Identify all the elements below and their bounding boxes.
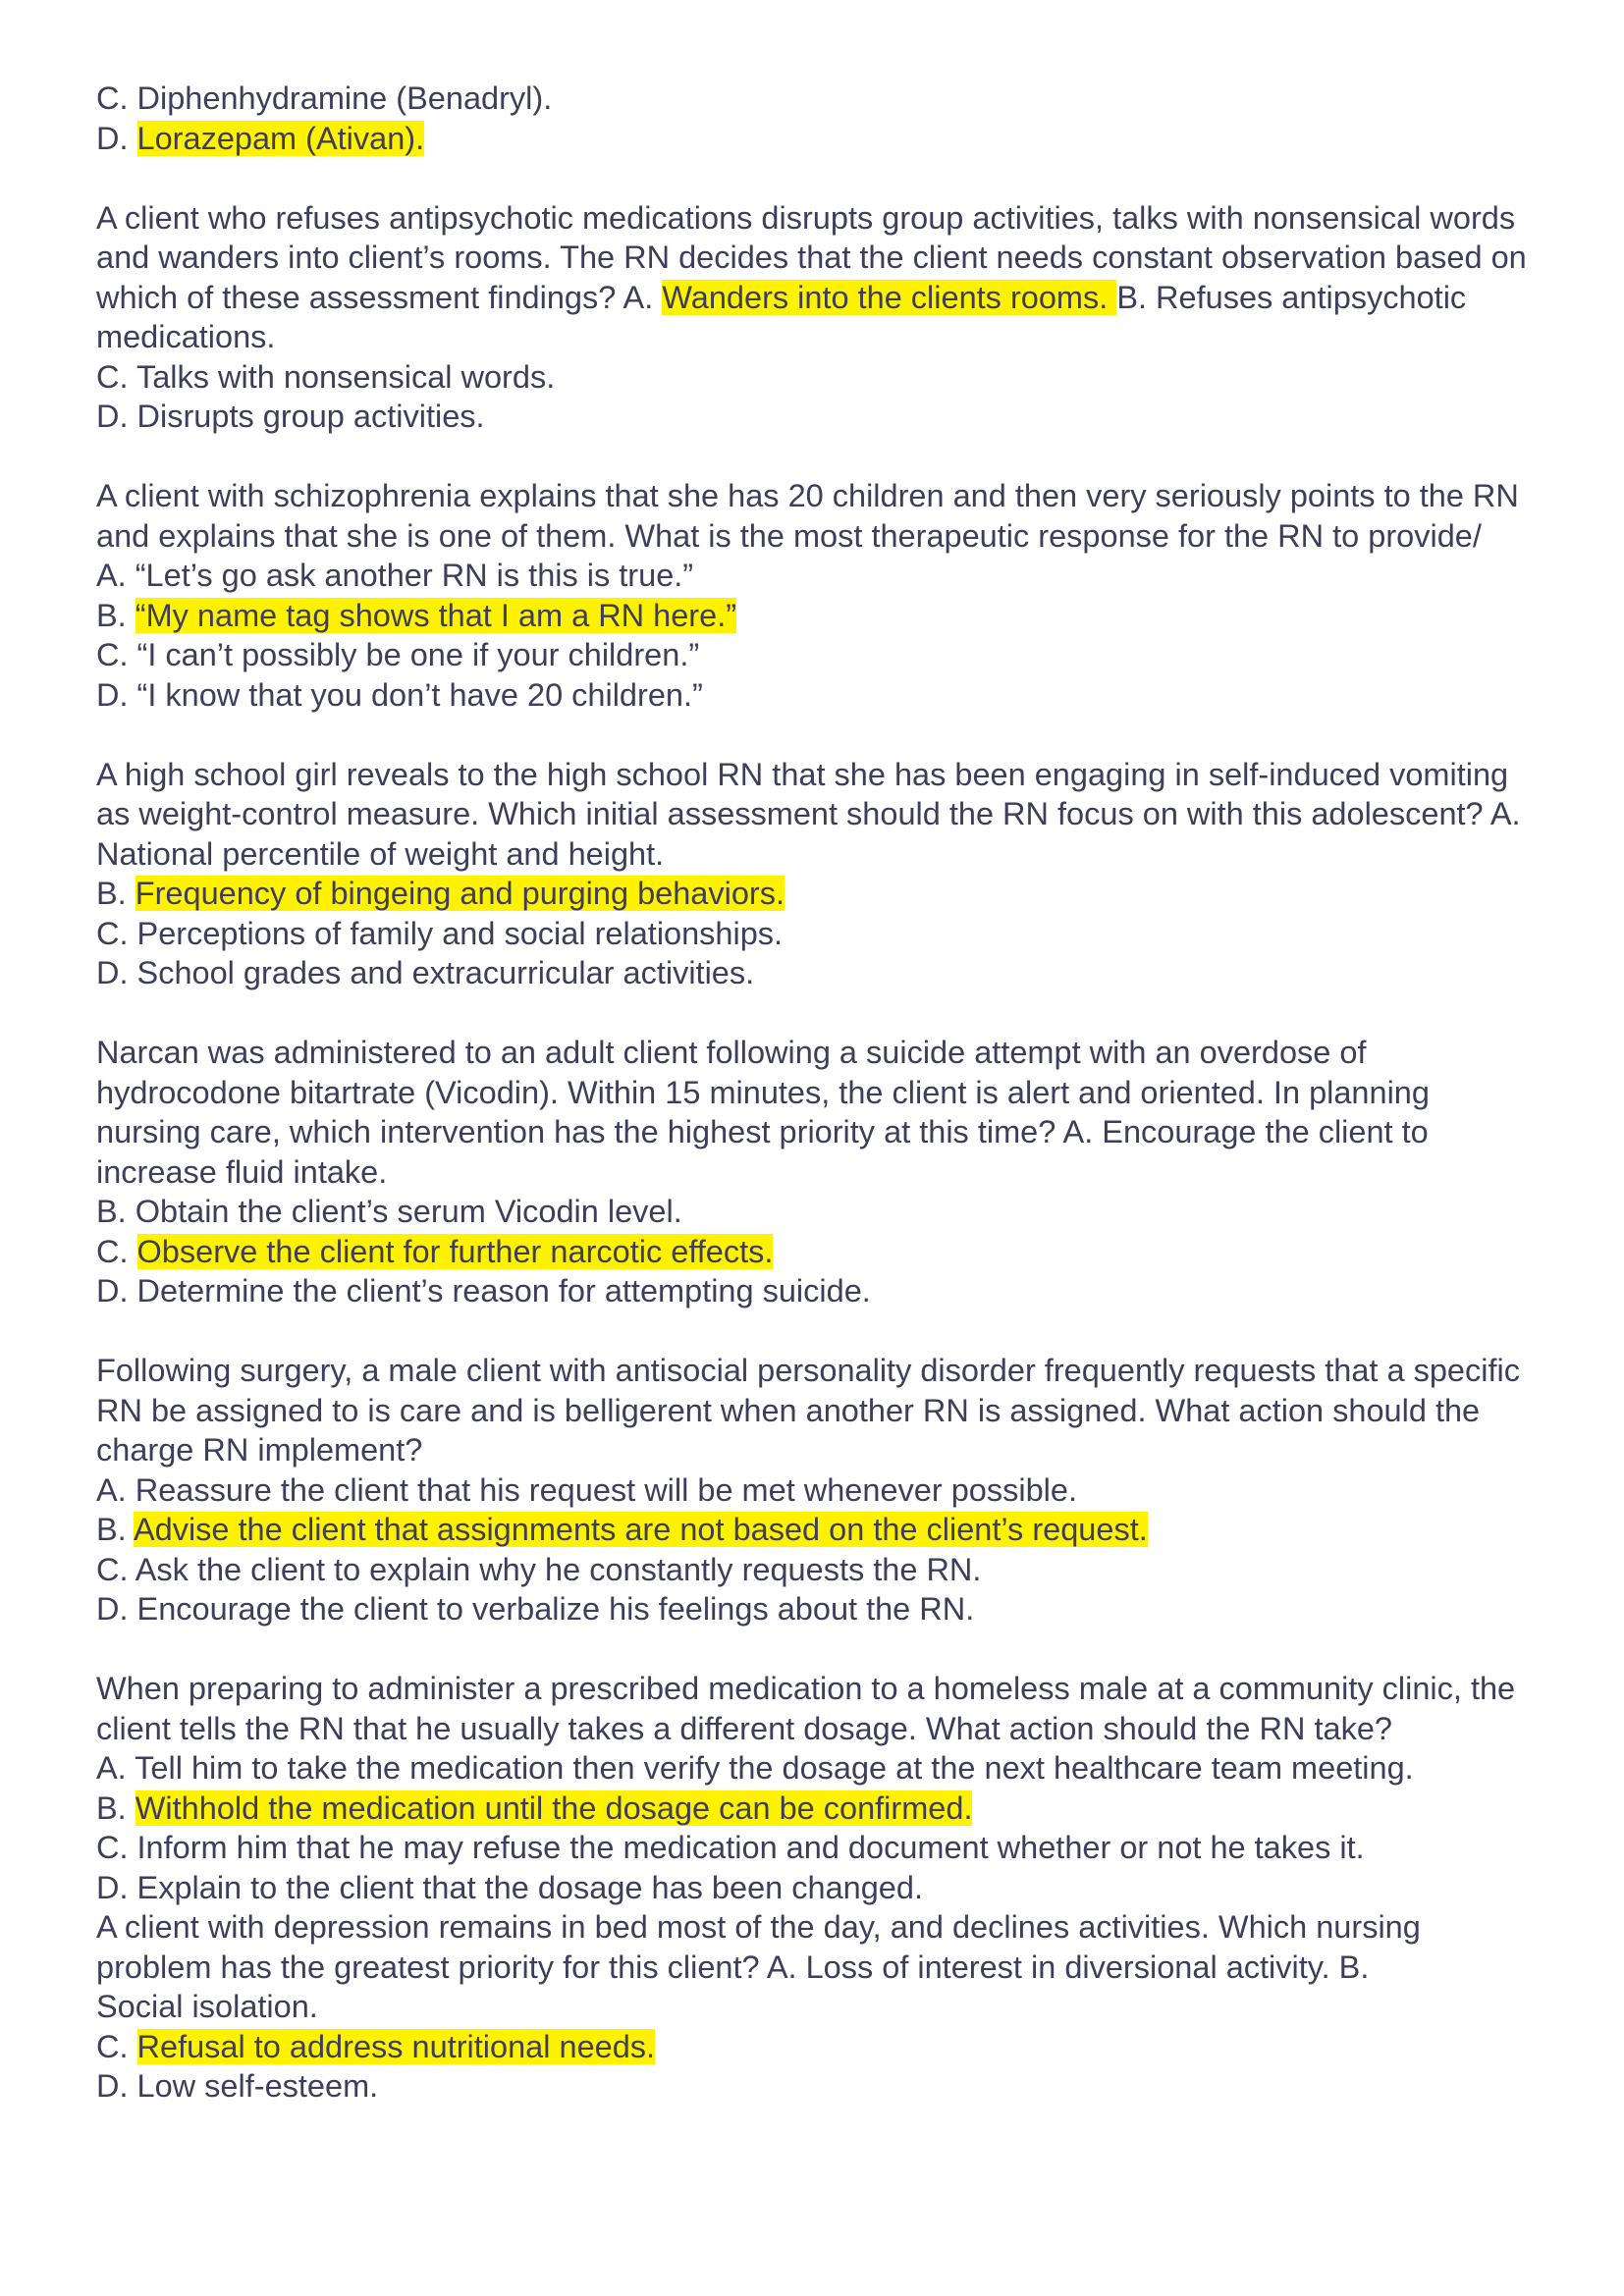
highlighted-answer: Lorazepam (Ativan). bbox=[136, 120, 425, 156]
question-text-line: client tells the RN that he usually takes a different dosage. What action should the RN take? bbox=[96, 1710, 1393, 1746]
question-text-segment: which of these assessment findings? A. bbox=[96, 279, 663, 315]
option-d bbox=[96, 119, 1589, 159]
question-text-line: and explains that she is one of them. What is the most therapeutic response for the RN to provide/ bbox=[96, 517, 1482, 554]
option-c: C. Ask the client to explain why he constantly requests the RN. bbox=[96, 1551, 982, 1587]
option-prefix: C. bbox=[96, 1233, 137, 1269]
option-a: A. Reassure the client that his request will be met whenever possible. bbox=[96, 1471, 1077, 1508]
highlighted-answer: Advise the client that assignments are not based on the client’s request. bbox=[133, 1512, 1148, 1547]
highlighted-answer: Frequency of bingeing and purging behaviors. bbox=[135, 876, 785, 911]
highlighted-answer: Observe the client for further narcotic effects. bbox=[136, 1233, 774, 1269]
option-c: C. Perceptions of family and social relationships. bbox=[96, 915, 784, 951]
option-d: D. Determine the client’s reason for attempting suicide. bbox=[96, 1273, 871, 1308]
question-text-line: nursing care, which intervention has the highest priority at this time? A. Encourage the client to bbox=[96, 1114, 1429, 1149]
option-b bbox=[96, 596, 1589, 636]
option-b bbox=[96, 1789, 1589, 1829]
question-text-line: A client with depression remains in bed most of the day, and declines activities. Which nursing bbox=[96, 1909, 1421, 1945]
question-5 bbox=[96, 1351, 1589, 1629]
option-prefix: B. bbox=[96, 597, 135, 633]
question-text-line: charge RN implement? bbox=[96, 1432, 423, 1468]
option-b: B. Obtain the client’s serum Vicodin level. bbox=[96, 1194, 682, 1229]
highlighted-answer: “My name tag shows that I am a RN here.” bbox=[135, 597, 737, 633]
question-1 bbox=[96, 198, 1589, 437]
question-text-line: RN be assigned to is care and is belligerent when another RN is assigned. What action should the bbox=[96, 1392, 1481, 1428]
option-d: D. Disrupts group activities. bbox=[96, 399, 485, 434]
question-text-line: A high school girl reveals to the high school RN that she has been engaging in self-induced vomiting bbox=[96, 756, 1509, 792]
question-text-line: A client with schizophrenia explains that she has 20 children and then very seriously points to the RN bbox=[96, 478, 1519, 513]
question-text-line: problem has the greatest priority for this client? A. Loss of interest in diversional activity. B. bbox=[96, 1949, 1370, 1985]
option-b bbox=[96, 874, 1589, 914]
option-a: A. “Let’s go ask another RN is this is true.” bbox=[96, 558, 694, 593]
document-page bbox=[96, 79, 1589, 2107]
option-prefix: D. bbox=[96, 120, 137, 156]
option-c: C. Diphenhydramine (Benadryl). bbox=[96, 80, 553, 116]
option-prefix: B. bbox=[96, 1512, 134, 1547]
highlighted-answer: Refusal to address nutritional needs. bbox=[136, 2028, 656, 2064]
question-text-line: and wanders into client’s rooms. The RN decides that the client needs constant observation based on bbox=[96, 240, 1527, 275]
question-text-line bbox=[96, 278, 1589, 318]
question-text-line: as weight-control measure. Which initial assessment should the RN focus on with this adolescent? A. bbox=[96, 796, 1521, 831]
option-prefix: B. bbox=[96, 1789, 135, 1826]
option-d: D. Explain to the client that the dosage has been changed. bbox=[96, 1869, 923, 1905]
question-text-line: National percentile of weight and height. bbox=[96, 835, 665, 872]
option-d: D. Low self-esteem. bbox=[96, 2068, 379, 2104]
question-4 bbox=[96, 1033, 1589, 1311]
highlighted-answer: Wanders into the clients rooms. bbox=[662, 279, 1117, 315]
option-c bbox=[96, 2027, 1589, 2067]
option-a: A. Tell him to take the medication then verify the dosage at the next healthcare team meeting. bbox=[96, 1750, 1414, 1786]
question-fragment-top bbox=[96, 79, 1589, 158]
question-text-line: A client who refuses antipsychotic medications disrupts group activities, talks with nonsensical words bbox=[96, 199, 1516, 236]
option-c bbox=[96, 1232, 1589, 1272]
question-7 bbox=[96, 1907, 1589, 2107]
option-d: D. Encourage the client to verbalize his feelings about the RN. bbox=[96, 1591, 975, 1627]
option-prefix: C. bbox=[96, 2028, 137, 2064]
question-text-line: medications. bbox=[96, 319, 276, 354]
question-text-line: Following surgery, a male client with antisocial personality disorder frequently requests that a specific bbox=[96, 1353, 1520, 1388]
question-text-line: hydrocodone bitartrate (Vicodin). Within 15 minutes, the client is alert and oriented. In planning bbox=[96, 1074, 1430, 1110]
question-2 bbox=[96, 476, 1589, 715]
question-text-line: increase fluid intake. bbox=[96, 1153, 388, 1190]
highlighted-answer: Withhold the medication until the dosage can be confirmed. bbox=[135, 1789, 973, 1826]
question-text-line: Narcan was administered to an adult client following a suicide attempt with an overdose of bbox=[96, 1035, 1367, 1070]
option-c: C. Talks with nonsensical words. bbox=[96, 358, 556, 395]
question-text-line: Social isolation. bbox=[96, 1989, 318, 2024]
option-c: C. “I can’t possibly be one if your children.” bbox=[96, 637, 700, 672]
option-prefix: B. bbox=[96, 876, 135, 911]
option-c: C. Inform him that he may refuse the medication and document whether or not he takes it. bbox=[96, 1830, 1365, 1865]
option-b bbox=[96, 1510, 1589, 1550]
question-6 bbox=[96, 1669, 1589, 1907]
option-d: D. “I know that you don’t have 20 children.” bbox=[96, 676, 703, 713]
question-text-segment: B. Refuses antipsychotic bbox=[1116, 279, 1467, 315]
question-3 bbox=[96, 755, 1589, 993]
question-text-line: When preparing to administer a prescribed medication to a homeless male at a community clinic, the bbox=[96, 1671, 1516, 1706]
option-d: D. School grades and extracurricular activities. bbox=[96, 955, 755, 990]
